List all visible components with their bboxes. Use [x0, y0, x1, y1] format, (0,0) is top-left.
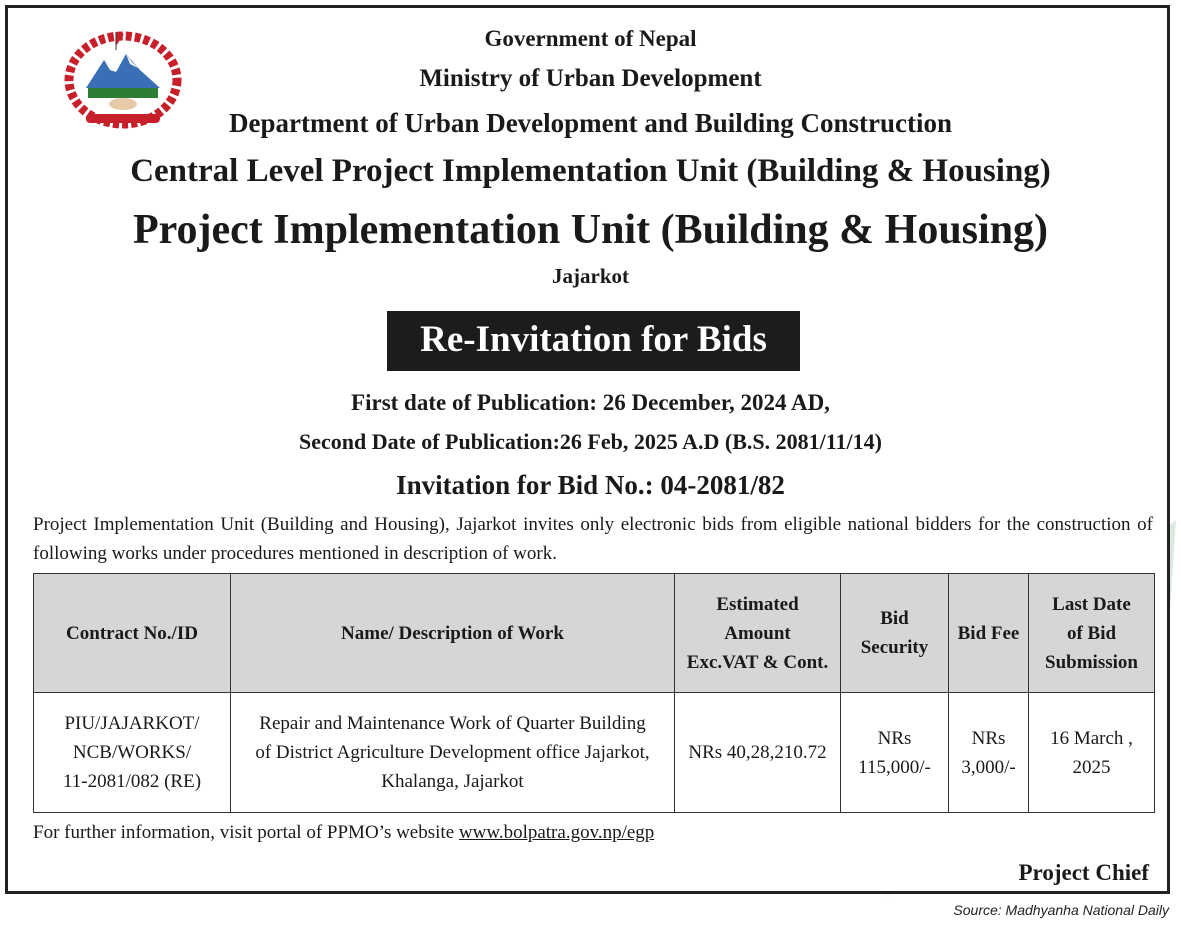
second-publication-date: Second Date of Publication:26 Feb, 2025 A.D (B.S. 2081/11/14) — [298, 429, 882, 454]
header-security: Bid Security — [841, 574, 949, 693]
cell-fee: NRs 3,000/- — [949, 693, 1029, 813]
first-publication-date: First date of Publication: 26 December, 2024 AD, — [351, 390, 830, 415]
cell-deadline: 16 March , 2025 — [1029, 693, 1155, 813]
source-credit: Source: Madhyanha National Daily — [953, 902, 1169, 918]
central-unit-heading: Central Level Project Implementation Unit (Building & Housing) — [130, 153, 1051, 189]
cell-security: NRs 115,000/- — [841, 693, 949, 813]
cell-contract: PIU/JAJARKOT/ NCB/WORKS/ 11-2081/082 (RE) — [34, 693, 231, 813]
notice-frame — [5, 5, 1170, 894]
cell-description: Repair and Maintenance Work of Quarter Building of District Agriculture Development office Jajarkot, Khalanga, Jajarkot — [231, 693, 675, 813]
header-contract: Contract No./ID — [34, 574, 231, 693]
location-heading: Jajarkot — [552, 264, 629, 288]
intro-paragraph: Project Implementation Unit (Building and Housing), Jajarkot invites only electronic bids from eligible national bidders for the construction of following works under procedures mentioned in description of work. — [33, 514, 1153, 564]
table-header-row — [34, 574, 1155, 693]
government-heading: Government of Nepal — [484, 26, 697, 51]
unit-heading: Project Implementation Unit (Building & Housing) — [132, 207, 1049, 253]
department-heading: Department of Urban Development and Building Construction — [228, 108, 953, 138]
signatory: Project Chief — [1018, 860, 1149, 885]
cell-estimated: NRs 40,28,210.72 — [675, 693, 841, 813]
further-info — [33, 822, 654, 844]
header-fee: Bid Fee — [949, 574, 1029, 693]
bid-number: Invitation for Bid No.: 04-2081/82 — [396, 470, 785, 500]
ppmo-website-link[interactable]: www.bolpatra.gov.np/egp — [458, 822, 655, 843]
notice-title: Re-Invitation for Bids — [387, 311, 800, 371]
ministry-heading: Ministry of Urban Development — [419, 65, 762, 92]
header-estimated: Estimated Amount Exc.VAT & Cont. — [675, 574, 841, 693]
bid-table — [33, 573, 1155, 813]
further-info-text: For further information, visit portal of PPMO’s website — [33, 822, 459, 843]
header-deadline: Last Date of Bid Submission — [1029, 574, 1155, 693]
header-description: Name/ Description of Work — [231, 574, 675, 693]
table-row — [34, 693, 1155, 813]
